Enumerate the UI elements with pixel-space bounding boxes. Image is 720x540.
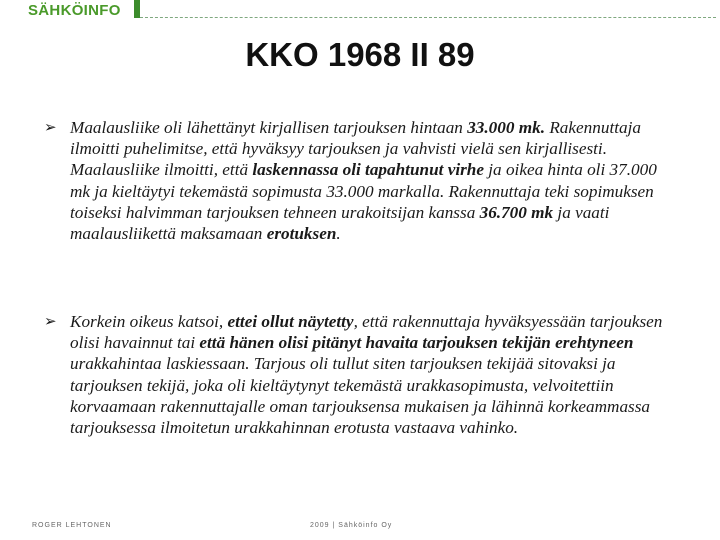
header-divider (140, 17, 716, 18)
bold-segment: laskennassa oli tapahtunut virhe (252, 160, 484, 180)
bold-segment: että hänen olisi pitänyt havaita tarjouksen tekijän erehtyneen (199, 333, 634, 353)
slide-header (0, 0, 720, 30)
text-segment: Maalausliike oli lähettänyt kirjallisen tarjouksen hintaan (70, 118, 468, 137)
text-segment: ja vaati maalausliikettä maksamaan (70, 202, 610, 244)
text-segment: urakkahintaa laskiessaan. Tarjous oli tullut siten tarjouksen tekijää sitovaksi ja tarjouksen tekijä, joka oli kieltäytynyt tekemästä urakkasopimusta, velvoitettiin korvaamaan rakennuttajalle oman tarjouksensa mukaisen ja lähinnä korkeammassa tarjouksessa ilmoitetun urakkahinnan erotusta vastaava vahinko. (70, 354, 651, 438)
bullet-text (70, 311, 674, 438)
bullet-text (70, 117, 674, 244)
text-segment: ja oikea hinta oli 37.000 mk ja kieltäytyi tekemästä sopimusta 33.000 markalla. Rakennuttaja teki sopimuksen toiseksi halvimman tarjouksen tehneen urakoitsijan kanssa (70, 160, 657, 222)
footer-copyright: 2009 | Sähköinfo Oy (310, 522, 393, 529)
bold-segment: ettei ollut näytetty (227, 312, 354, 331)
arrow-bullet-icon: ➢ (44, 312, 57, 330)
text-segment: . (336, 224, 341, 244)
text-segment: Rakennuttaja ilmoitti puhelimitse, että hyväksyy tarjouksen ja vahvisti vielä sen kirjallisesti. Maalausliike ilmoitti, että (70, 118, 641, 180)
text-segment: , että rakennuttaja hyväksyessään tarjouksen olisi havainnut tai (70, 312, 663, 353)
arrow-bullet-icon: ➢ (44, 118, 57, 136)
header-accent-bar (134, 0, 140, 18)
sahkoinfo-logo: SÄHKÖINFO (28, 2, 121, 19)
text-segment: Korkein oikeus katsoi, (70, 312, 228, 331)
bold-segment: erotuksen (266, 224, 337, 244)
bold-segment: 33.000 mk. (467, 118, 546, 137)
bold-segment: 36.700 mk (479, 202, 554, 222)
bullet-item (44, 117, 674, 244)
slide-title: KKO 1968 II 89 (245, 36, 475, 73)
footer-author: ROGER LEHTONEN (32, 522, 112, 529)
bullet-item (44, 311, 674, 438)
